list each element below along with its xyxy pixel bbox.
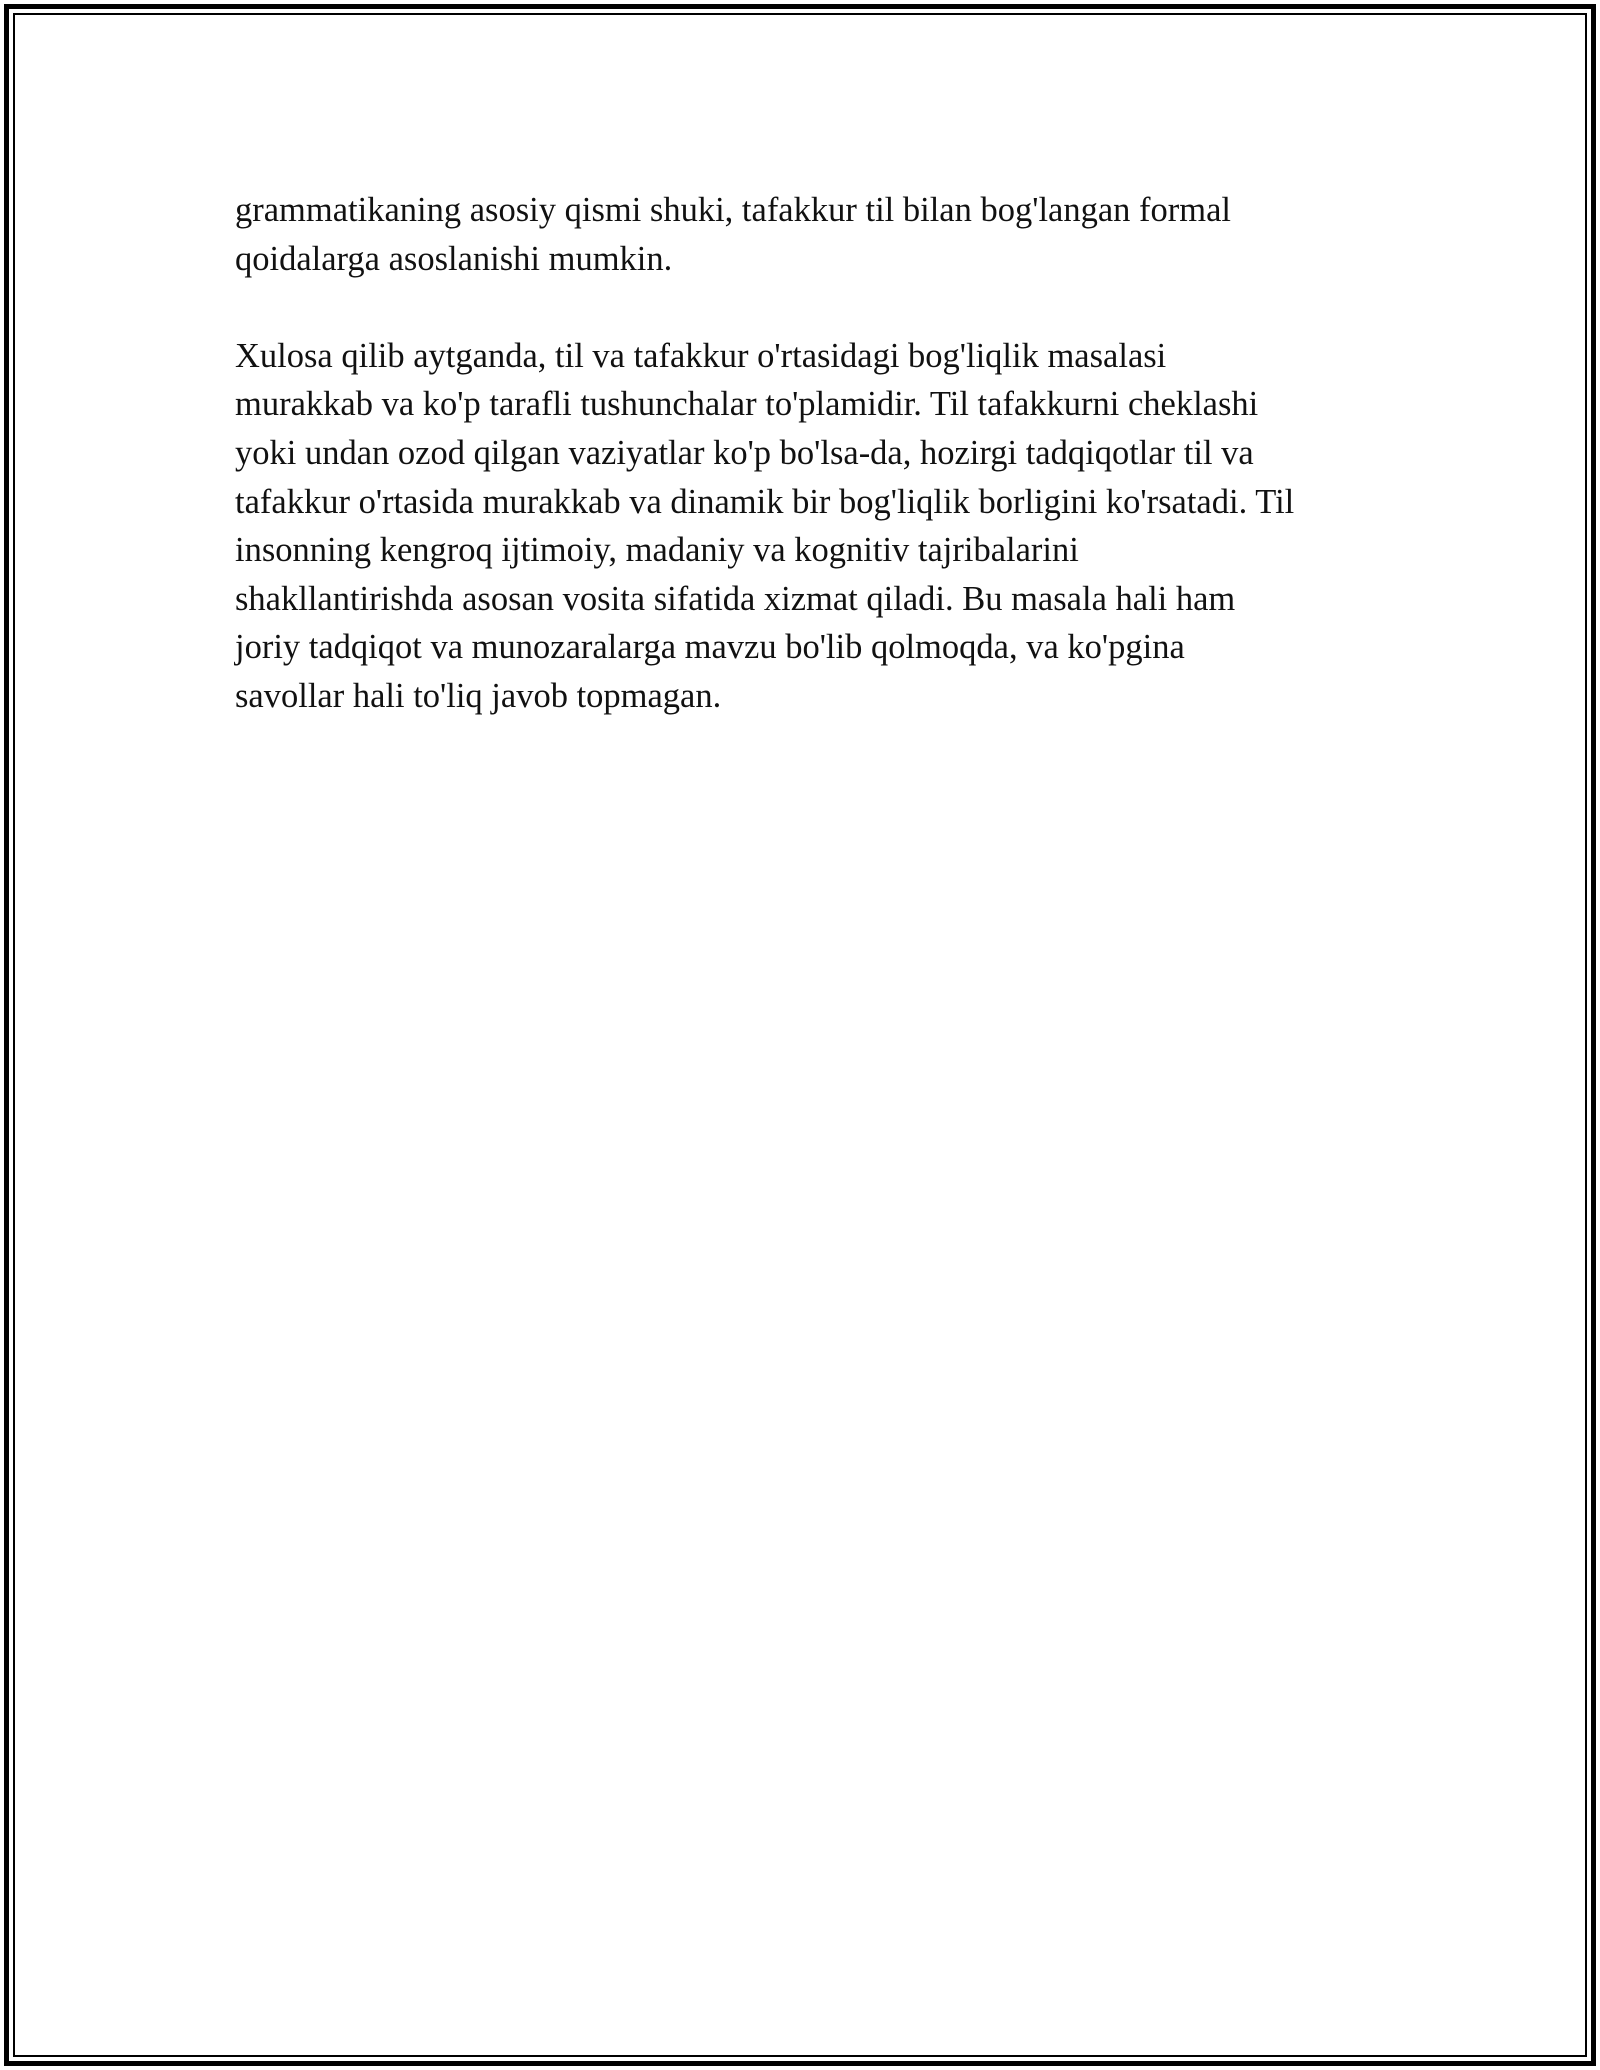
text-line: Xulosa qilib aytganda, til va tafakkur o'rtasidagi bog'liqlik masalasi [235, 336, 1167, 375]
text-line: tafakkur o'rtasida murakkab va dinamik bir bog'liqlik borligini ko'rsatadi. Til [235, 482, 1295, 521]
paragraph-continuation [235, 186, 1375, 283]
text-line: insonning kengroq ijtimoiy, madaniy va kognitiv tajribalarini [235, 531, 1079, 570]
document-body [235, 186, 1375, 769]
text-line: murakkab va ko'p tarafli tushunchalar to'plamidir. Til tafakkurni cheklashi [235, 385, 1259, 424]
text-line: joriy tadqiqot va munozaralarga mavzu bo'lib qolmoqda, va ko'pgina [235, 628, 1185, 667]
paragraph-conclusion [235, 332, 1375, 721]
text-line: qoidalarga asoslanishi mumkin. [235, 239, 673, 278]
text-line: savollar hali to'liq javob topmagan. [235, 676, 722, 715]
text-line: shakllantirishda asosan vosita sifatida xizmat qiladi. Bu masala hali ham [235, 579, 1236, 618]
text-line: yoki undan ozod qilgan vaziyatlar ko'p bo'lsa-da, hozirgi tadqiqotlar til va [235, 433, 1254, 472]
text-line: grammatikaning asosiy qismi shuki, tafakkur til bilan bog'langan formal [235, 191, 1231, 229]
